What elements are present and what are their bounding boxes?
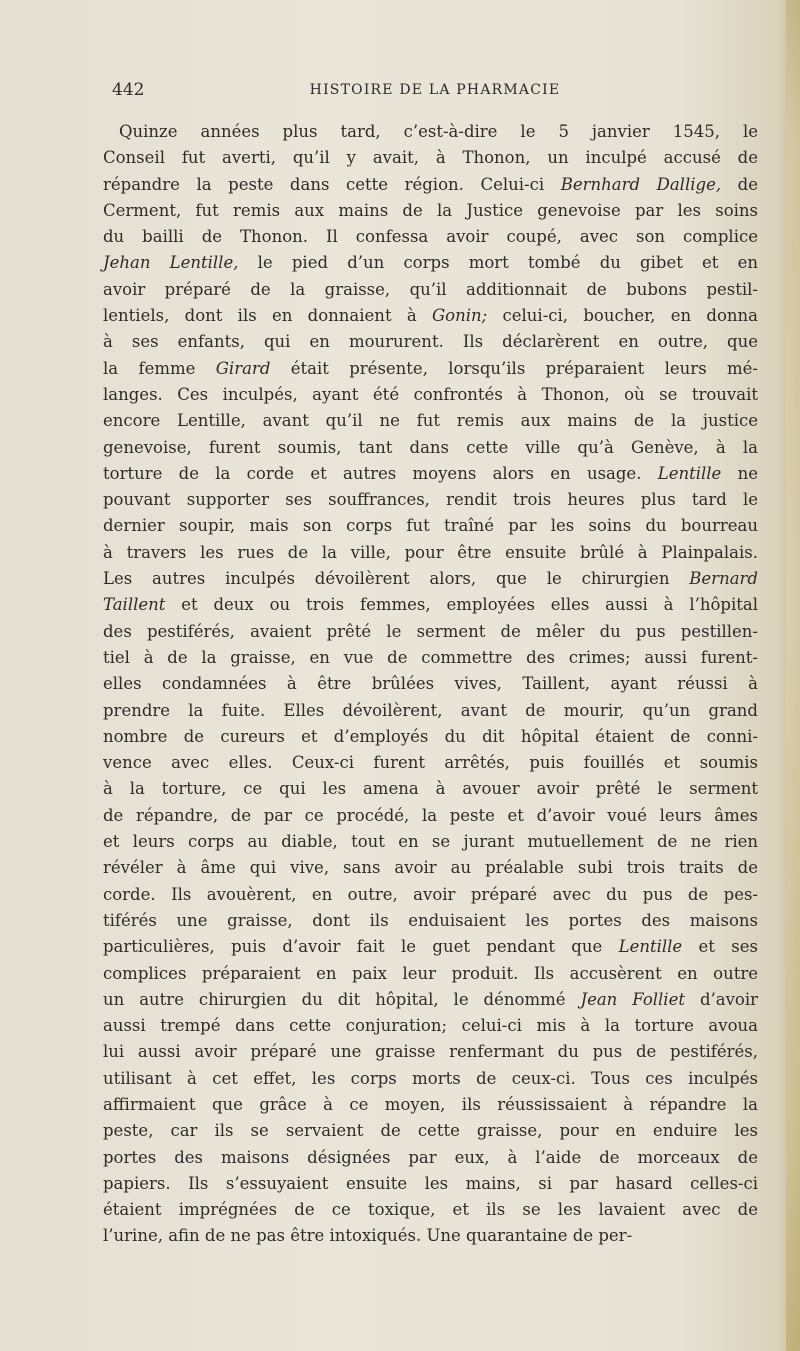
text-segment: encore Lentille, avant qu’il ne fut remis aux mains de la justice [103, 411, 758, 431]
text-segment: Quinze années plus tard, c’est-à-dire le 5 janvier 1545, le [119, 122, 758, 141]
text-segment: particulières, puis d’avoir fait le guet pendant que [103, 937, 619, 957]
text-segment: à la torture, ce qui les amena à avouer avoir prêté le serment [103, 779, 758, 799]
text-segment: tiférés une graisse, dont ils enduisaient les portes des maisons [103, 910, 758, 930]
text-line [103, 1066, 758, 1092]
text-segment: Les autres inculpés dévoilèrent alors, que le chirurgien [103, 569, 690, 589]
text-segment: lentiels, dont ils en donnaient à [103, 306, 432, 326]
text-segment: corde. Ils avouèrent, en outre, avoir préparé avec du pus de pes- [103, 884, 758, 904]
italic-name: Jehan Lentille, [103, 253, 239, 273]
text-segment: révéler à âme qui vive, sans avoir au préalable subi trois traits de [103, 858, 758, 878]
text-segment: était présente, lorsqu’ils préparaient leurs mé- [270, 358, 758, 378]
text-line [103, 566, 758, 592]
text-segment: tiel à de la graisse, en vue de commettre des crimes; aussi furent- [103, 647, 758, 667]
italic-name: Taillent [103, 595, 166, 615]
italic-name: Lentille [618, 937, 683, 957]
text-line [103, 1013, 758, 1039]
text-line [103, 987, 758, 1013]
text-segment: prendre la fuite. Elles dévoilèrent, avant de mourir, qu’un grand [103, 700, 758, 720]
text-segment: la femme [103, 358, 216, 378]
text-line [103, 829, 758, 855]
text-segment: d’avoir [684, 989, 759, 1009]
text-segment: et leurs corps au diable, tout en se jurant mutuellement de ne rien [103, 832, 758, 852]
text-line [103, 329, 758, 355]
text-line [103, 1118, 758, 1144]
text-line [103, 619, 758, 645]
text-segment: de [721, 174, 758, 194]
text-line [103, 776, 758, 802]
running-title: HISTOIRE DE LA PHARMACIE [309, 82, 561, 98]
text-line [103, 1171, 758, 1197]
text-segment: à travers les rues de la ville, pour être ensuite brûlé à Plainpalais. [103, 542, 758, 562]
text-line [103, 356, 758, 382]
text-line [103, 855, 758, 881]
text-segment: l’urine, afin de ne pas être intoxiqués. Une quarantaine de per- [103, 1226, 633, 1246]
text-line [103, 645, 758, 671]
text-segment: utilisant à cet effet, les corps morts de ceux-ci. Tous ces inculpés [103, 1068, 758, 1088]
text-segment: répandre la peste dans cette région. Celui-ci [103, 174, 561, 194]
text-line [103, 408, 758, 434]
text-line [103, 908, 758, 934]
text-line [103, 382, 758, 408]
italic-name: Bernard [689, 569, 758, 589]
page-header [112, 80, 758, 104]
text-line [103, 435, 758, 461]
text-line [103, 1223, 758, 1249]
text-line [103, 1197, 758, 1223]
text-segment: portes des maisons désignées par eux, à l’aide de morceaux de [103, 1147, 758, 1167]
text-line [103, 698, 758, 724]
text-line [103, 1039, 758, 1065]
text-line [103, 961, 758, 987]
text-segment: lui aussi avoir préparé une graisse renfermant du pus de pestiférés, [103, 1042, 758, 1062]
text-segment: un autre chirurgien du dit hôpital, le dénommé [103, 989, 581, 1009]
text-segment: genevoise, furent soumis, tant dans cette ville qu’à Genève, à la [103, 437, 758, 457]
text-line [103, 540, 758, 566]
text-line [103, 277, 758, 303]
text-segment: nombre de cureurs et d’employés du dit hôpital étaient de conni- [103, 726, 758, 746]
text-line [103, 750, 758, 776]
text-segment: pouvant supporter ses souffrances, rendit trois heures plus tard le [103, 490, 758, 510]
italic-name: Girard [215, 358, 271, 378]
italic-name: Bernhard Dallige, [560, 174, 722, 194]
text-line [103, 487, 758, 513]
text-line [103, 934, 758, 960]
text-segment: dernier soupir, mais son corps fut traîné par les soins du bourreau [103, 516, 758, 536]
text-segment: torture de la corde et autres moyens alors en usage. [103, 463, 658, 483]
italic-name: Lentille [657, 463, 722, 483]
text-line [103, 119, 758, 145]
text-line [103, 513, 758, 539]
text-segment: langes. Ces inculpés, ayant été confrontés à Thonon, où se trouvait [103, 384, 758, 404]
text-segment: celui-ci, boucher, en donna [487, 306, 758, 326]
text-line [103, 303, 758, 329]
text-segment: complices préparaient en paix leur produit. Ils accusèrent en outre [103, 963, 758, 983]
text-line [103, 224, 758, 250]
text-line [103, 172, 758, 198]
text-segment: elles condamnées à être brûlées vives, Taillent, ayant réussi à [103, 674, 758, 694]
text-segment: et ses [682, 937, 758, 957]
text-segment: papiers. Ils s’essuyaient ensuite les mains, si par hasard celles-ci [103, 1173, 758, 1193]
italic-name: Jean Folliet [580, 989, 685, 1009]
text-line [103, 882, 758, 908]
text-line [103, 1145, 758, 1171]
page-number: 442 [112, 80, 145, 100]
text-segment: vence avec elles. Ceux-ci furent arrêtés, puis fouillés et soumis [103, 753, 758, 773]
text-segment: de répandre, de par ce procédé, la peste et d’avoir voué leurs âmes [103, 805, 758, 825]
text-segment: du bailli de Thonon. Il confessa avoir coupé, avec son complice [103, 227, 758, 247]
text-line [103, 671, 758, 697]
text-segment: Cerment, fut remis aux mains de la Justice genevoise par les soins [103, 200, 758, 220]
text-line [103, 592, 758, 618]
text-segment: des pestiférés, avaient prêté le serment de mêler du pus pestillen- [103, 621, 758, 641]
text-segment: avoir préparé de la graisse, qu’il additionnait de bubons pestil- [103, 279, 758, 299]
text-line [103, 250, 758, 276]
text-segment: et deux ou trois femmes, employées elles aussi à l’hôpital [165, 595, 758, 615]
body-paragraph [103, 119, 758, 1250]
italic-name: Gonin; [432, 306, 488, 326]
text-line [103, 198, 758, 224]
text-line [103, 1092, 758, 1118]
page-edge-shadow [786, 0, 800, 1351]
text-segment: affirmaient que grâce à ce moyen, ils réussissaient à répandre la [103, 1094, 758, 1114]
text-line [103, 724, 758, 750]
text-line [103, 145, 758, 171]
text-segment: le pied d’un corps mort tombé du gibet et en [238, 253, 758, 273]
text-segment: Conseil fut averti, qu’il y avait, à Thonon, un inculpé accusé de [103, 148, 758, 168]
text-segment: ne [721, 463, 758, 483]
text-segment: peste, car ils se servaient de cette graisse, pour en enduire les [103, 1121, 758, 1141]
text-line [103, 461, 758, 487]
text-line [103, 803, 758, 829]
text-segment: étaient imprégnées de ce toxique, et ils se les lavaient avec de [103, 1200, 758, 1220]
text-segment: à ses enfants, qui en moururent. Ils déclarèrent en outre, que [103, 332, 758, 352]
text-segment: aussi trempé dans cette conjuration; celui-ci mis à la torture avoua [103, 1016, 758, 1036]
